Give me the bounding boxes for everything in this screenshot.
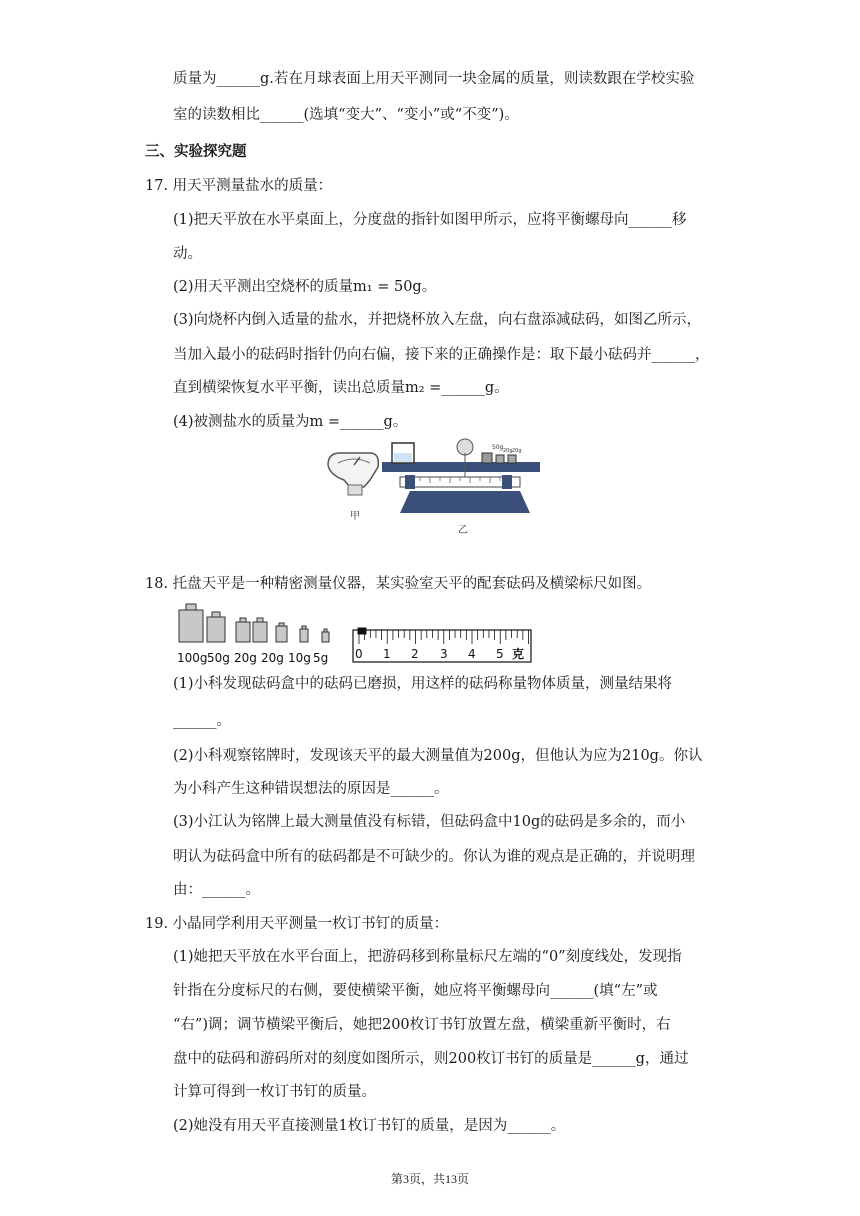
weight-label: 10g (288, 651, 311, 665)
text-line: 动。 (173, 246, 202, 262)
text-line: “右”)调；调节横梁平衡后，她把200枚订书钉放置左盘，横梁重新平衡时，右 (173, 1017, 671, 1033)
balance-yi (382, 439, 540, 513)
figure-label-jia: 甲 (350, 511, 360, 522)
weight-label: 5g (313, 651, 329, 665)
text-line: 明认为砝码盒中所有的砝码都是不可缺少的。你认为谁的观点是正确的，并说明理 (173, 849, 695, 865)
text-line: (2)她没有用天平直接测量1枚订书钉的质量，是因为______。 (173, 1118, 566, 1134)
figure-17-balance (320, 435, 550, 540)
text-line: 针指在分度标尺的右侧，要使横梁平衡，她应将平衡螺母向______(填“左”或 (173, 983, 658, 999)
weight-label-20g: 20g (512, 448, 522, 454)
ruler-tick-label: 3 (440, 647, 448, 661)
text-line: 由：______。 (173, 882, 260, 898)
weight-label: 50g (207, 651, 230, 665)
weight-label: 100g (177, 651, 208, 665)
text-line: (4)被测盐水的质量为m =______g。 (173, 414, 408, 430)
text-line: (1)小科发现砝码盒中的砝码已磨损，用这样的砝码称量物体质量，测量结果将 (173, 676, 673, 692)
weight-label: 20g (234, 651, 257, 665)
text-line: 当加入最小的砝码时指针仍向右偏，接下来的正确操作是：取下最小砝码并______， (173, 347, 710, 363)
text-line: (2)小科观察铭牌时，发现该天平的最大测量值为200g，但他认为应为210g。你认 (173, 748, 703, 764)
text-line: 计算可得到一枚订书钉的质量。 (173, 1084, 376, 1100)
weight-label: 20g (261, 651, 284, 665)
ruler-unit: 克 (512, 647, 525, 661)
text-line: (2)用天平测出空烧杯的质量m₁ = 50g。 (173, 279, 437, 295)
ruler-tick-label: 1 (383, 647, 391, 661)
ruler-tick-label: 2 (411, 647, 419, 661)
text-line: 直到横梁恢复水平平衡，读出总质量m₂ =______g。 (173, 380, 509, 396)
page-footer: 第3页，共13页 (390, 1172, 469, 1186)
weight-set (179, 604, 329, 642)
question-19: 19. 小晶同学利用天平测量一枚订书钉的质量： (145, 916, 449, 932)
figure-label-yi: 乙 (458, 525, 468, 536)
question-18: 18. 托盘天平是一种精密测量仪器，某实验室天平的配套砝码及横梁标尺如图。 (145, 576, 652, 592)
text-line: 质量为______g.若在月球表面上用天平测同一块金属的质量，则读数跟在学校实验 (173, 71, 695, 87)
dial-gauge-jia (328, 453, 378, 495)
figure-18-weights-and-ruler (173, 600, 543, 670)
text-line: 为小科产生这种错误想法的原因是______。 (173, 781, 449, 797)
text-line: 盘中的砝码和游码所对的刻度如图所示，则200枚订书钉的质量是______g，通过 (173, 1051, 689, 1067)
section-heading: 三、实验探究题 (145, 143, 247, 160)
text-line: 室的读数相比______(选填“变大”、“变小”或“不变”)。 (173, 107, 519, 123)
ruler-tick-label: 5 (496, 647, 504, 661)
weight-label-20g: 20g (503, 448, 513, 454)
text-line: (1)把天平放在水平桌面上，分度盘的指针如图甲所示，应将平衡螺母向______移 (173, 212, 687, 228)
text-line: (3)小江认为铭牌上最大测量值没有标错，但砝码盒中10g的砝码是多余的，而小 (173, 814, 686, 830)
weight-label-50g: 50g (492, 444, 504, 451)
ruler-tick-label: 4 (468, 647, 476, 661)
text-line: (3)向烧杯内倒入适量的盐水，并把烧杯放入左盘，向右盘添减砝码，如图乙所示， (173, 312, 702, 328)
text-line: ______。 (173, 713, 231, 729)
question-17: 17. 用天平测量盐水的质量： (145, 178, 333, 194)
text-line: (1)她把天平放在水平台面上，把游码移到称量标尺左端的“0”刻度线处，发现指 (173, 949, 682, 965)
ruler-tick-label: 0 (355, 647, 363, 661)
